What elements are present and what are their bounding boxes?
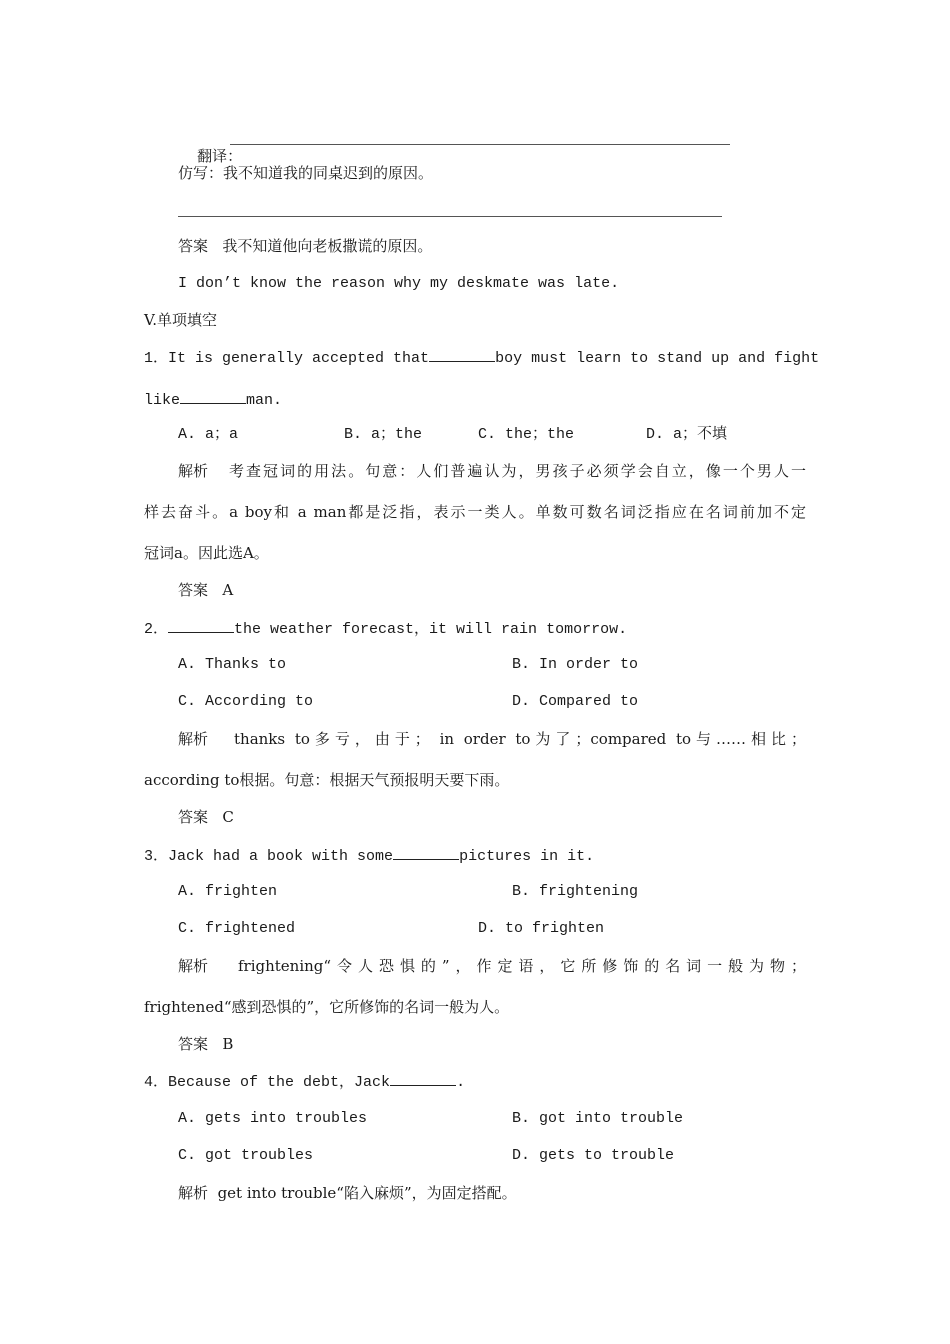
q1-analysis-line1: 考查冠词的用法。句意：人们普遍认为，男孩子必须学会自立，像一个男人一 <box>229 462 806 480</box>
q1-stem-part-b: boy must learn to stand up and fight <box>495 350 820 367</box>
q1-stem-line1 <box>144 347 819 369</box>
q3-answer: B <box>222 1035 234 1053</box>
q3-stem-part-b: pictures in it. <box>459 848 595 865</box>
q1-stem-part-a: It is generally accepted that <box>168 350 430 367</box>
q2-option-d: D. Compared to <box>512 693 639 710</box>
q2-option-a: A. Thanks to <box>178 656 287 673</box>
q1-option-b: B. a；the <box>344 426 423 443</box>
q2-analysis-label: 解析 <box>178 730 209 748</box>
q1-analysis-line2: 样去奋斗。a boy和 a man都是泛指，表示一类人。单数可数名词泛指应在名词前加不定 <box>144 503 806 521</box>
q3-blank <box>393 845 459 860</box>
q4-option-a: A. gets into troubles <box>178 1110 368 1127</box>
q4-blank <box>390 1071 456 1086</box>
q2-option-b: B. In order to <box>512 656 639 673</box>
q2-number: 2． <box>144 621 169 638</box>
q1-option-d: D. a；不填 <box>646 426 728 443</box>
q1-stem-part-d: man. <box>246 392 283 409</box>
answer-chinese: 我不知道他向老板撒谎的原因。 <box>222 237 433 255</box>
answer-label: 答案 <box>178 237 209 255</box>
q1-analysis-label: 解析 <box>178 462 209 480</box>
answer-english: I don’t know the reason why my deskmate was late. <box>178 275 620 292</box>
q2-answer-label: 答案 <box>178 808 209 826</box>
translation-label: 翻译： <box>197 147 243 165</box>
imitation-blank-line <box>178 216 722 217</box>
q2-analysis-line1: thanks to多亏，由于； in order to为了；compared to与……相比； <box>234 730 806 748</box>
q3-stem-part-a: Jack had a book with some <box>168 848 394 865</box>
q4-option-c: C. got troubles <box>178 1147 314 1164</box>
q2-analysis-line2: according to根据。句意：根据天气预报明天要下雨。 <box>144 771 510 789</box>
q1-answer: A <box>222 581 234 599</box>
translation-blank-line <box>230 144 730 145</box>
imitation-label: 仿写： <box>178 164 224 182</box>
q3-stem <box>144 845 594 867</box>
q2-answer-row <box>178 807 234 827</box>
q3-number: 3． <box>144 848 169 865</box>
q1-answer-label: 答案 <box>178 581 209 599</box>
q1-blank-2 <box>180 389 246 404</box>
translation-answer-row <box>178 236 432 256</box>
q4-stem <box>144 1071 465 1093</box>
q4-stem-part-b: . <box>456 1074 466 1091</box>
q2-stem-text: the weather forecast，it will rain tomorrow. <box>234 621 628 638</box>
q4-option-d: D. gets to trouble <box>512 1147 675 1164</box>
q2-stem <box>144 618 627 640</box>
q1-blank-1 <box>429 347 495 362</box>
q1-analysis-line3: 冠词a。因此选A。 <box>144 544 269 562</box>
q4-analysis-label: 解析 <box>178 1184 209 1202</box>
q1-option-a: A. a；a <box>178 426 239 443</box>
q3-analysis-label: 解析 <box>178 957 209 975</box>
q1-stem-part-c: like <box>144 392 181 409</box>
q4-analysis-line1: get into trouble“陷入麻烦”，为固定搭配。 <box>217 1184 517 1202</box>
q4-analysis-row <box>178 1183 517 1203</box>
q3-option-c: C. frightened <box>178 920 296 937</box>
q4-number: 4． <box>144 1074 169 1091</box>
q4-option-b: B. got into trouble <box>512 1110 684 1127</box>
q1-answer-row <box>178 580 233 600</box>
q3-analysis-line2: frightened“感到恐惧的”，它所修饰的名词一般为人。 <box>144 998 510 1016</box>
q1-stem-line2 <box>144 389 282 411</box>
q1-number: 1． <box>144 350 169 367</box>
q1-option-c: C. the；the <box>478 426 575 443</box>
q2-blank <box>168 618 234 633</box>
q3-option-a: A. frighten <box>178 883 278 900</box>
imitation-text: 我不知道我的同桌迟到的原因。 <box>223 164 434 182</box>
imitation-row <box>178 163 433 183</box>
section-title: V.单项填空 <box>144 311 217 329</box>
q3-analysis-line1: frightening“令人恐惧的”，作定语，它所修饰的名词一般为物； <box>238 957 806 975</box>
q2-option-c: C. According to <box>178 693 314 710</box>
q3-option-b: B. frightening <box>512 883 639 900</box>
q4-stem-part-a: Because of the debt，Jack <box>168 1074 391 1091</box>
q3-answer-row <box>178 1034 233 1054</box>
q2-answer: C <box>222 808 234 826</box>
q3-option-d: D. to frighten <box>478 920 605 937</box>
q3-answer-label: 答案 <box>178 1035 209 1053</box>
